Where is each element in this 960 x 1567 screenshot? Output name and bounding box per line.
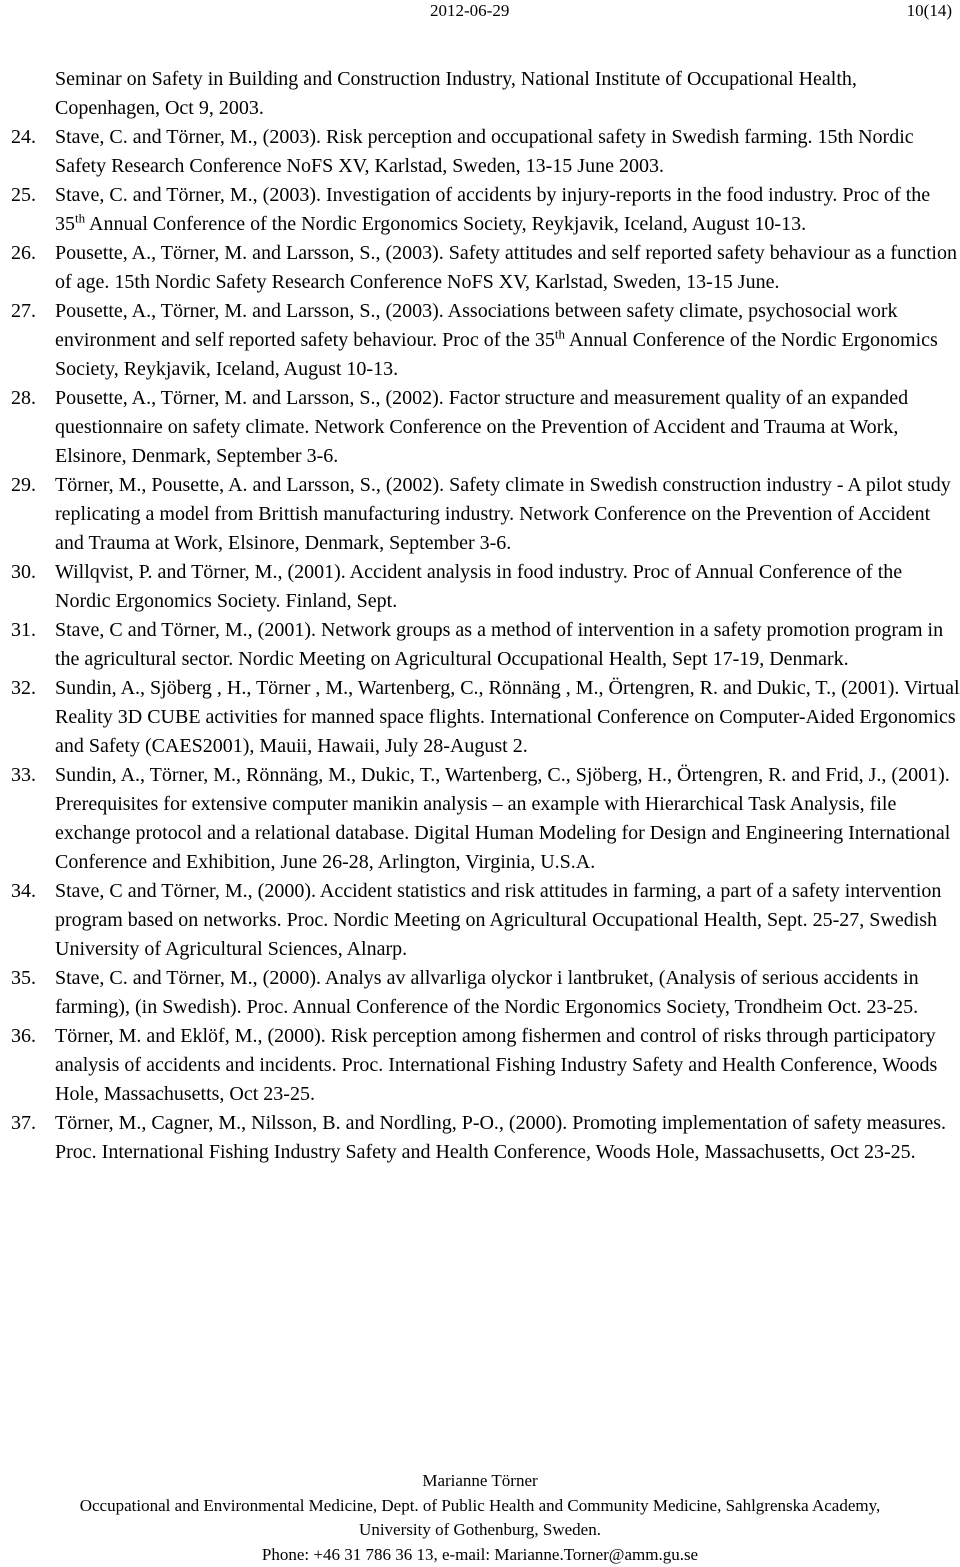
footer-author-name: Marianne Törner xyxy=(422,1471,538,1490)
reference-number: 27. xyxy=(11,300,36,322)
reference-item xyxy=(0,65,960,123)
reference-item xyxy=(0,123,960,181)
reference-item xyxy=(0,877,960,964)
reference-text: Pousette, A., Törner, M. and Larsson, S., (2002). Factor structure and measurement quality of an expanded questionnaire on safety climate. Network Conference on the Prevention of Accident and Trauma at Work, Elsinore, Denmark, September 3-6. xyxy=(55,387,909,467)
reference-text: Stave, C and Törner, M., (2001). Network groups as a method of intervention in a safety promotion program in the agricultural sector. Nordic Meeting on Agricultural Occupational Health, Sept 17-19, Denmark. xyxy=(55,619,944,670)
footer-contact: Phone: +46 31 786 36 13, e-mail: Marianne.Torner@amm.gu.se xyxy=(261,1544,699,1564)
reference-text: Stave, C. and Törner, M., (2003). Risk perception and occupational safety in Swedish farming. 15th Nordic Safety Research Conference NoFS XV, Karlstad, Sweden, 13-15 June 2003. xyxy=(55,126,914,177)
reference-item xyxy=(0,616,960,674)
reference-number: 32. xyxy=(11,677,36,699)
reference-item xyxy=(0,239,960,297)
reference-text: Stave, C. and Törner, M., (2003). Investigation of accidents by injury-reports in the food industry. Proc of the 35 xyxy=(55,184,931,235)
reference-number: 25. xyxy=(11,184,36,206)
reference-item xyxy=(0,674,960,761)
page-number: 10(14) xyxy=(906,1,952,20)
footer-university: University of Gothenburg, Sweden. xyxy=(359,1520,601,1539)
footer-department: Occupational and Environmental Medicine, Dept. of Public Health and Community Medicine, Sahlgrenska Academy, xyxy=(79,1495,881,1515)
reference-number: 26. xyxy=(11,242,36,264)
page-footer xyxy=(0,1469,960,1567)
reference-text: Törner, M. and Eklöf, M., (2000). Risk perception among fishermen and control of risks through participatory analysis of accidents and incidents. Proc. International Fishing Industry Safety and Health Conference, Woods Hole, Massachusetts, Oct 23-25. xyxy=(55,1025,938,1105)
reference-number: 24. xyxy=(11,126,36,148)
reference-number: 28. xyxy=(11,387,36,409)
reference-item xyxy=(0,181,960,239)
reference-number: 35. xyxy=(11,967,36,989)
reference-item xyxy=(0,297,960,384)
reference-number: 34. xyxy=(11,880,36,902)
reference-text: Pousette, A., Törner, M. and Larsson, S., (2003). Safety attitudes and self reported safety behaviour as a function of age. 15th Nordic Safety Research Conference NoFS XV, Karlstad, Sweden, 13-15 June. xyxy=(55,242,957,293)
reference-text: Stave, C and Törner, M., (2000). Accident statistics and risk attitudes in farming, a part of a safety intervention program based on networks. Proc. Nordic Meeting on Agricultural Occupational Health, Sept. 25-27, Swedish University of Agricultural Sciences, Alnarp. xyxy=(55,880,942,960)
reference-text: Pousette, A., Törner, M. and Larsson, S., (2003). Associations between safety climate, psychosocial work environment and self reported safety behaviour. Proc of the 35 xyxy=(55,300,898,351)
reference-item xyxy=(0,1109,960,1167)
reference-text: Seminar on Safety in Building and Construction Industry, National Institute of Occupational Health, Copenhagen, Oct 9, 2003. xyxy=(55,68,857,119)
ordinal-superscript: th xyxy=(554,326,565,342)
reference-text: Stave, C. and Törner, M., (2000). Analys av allvarliga olyckor i lantbruket, (Analysis of serious accidents in farming), (in Swedish). Proc. Annual Conference of the Nordic Ergonomics Society, Trondheim Oct. 23-25. xyxy=(55,967,919,1018)
reference-number: 33. xyxy=(11,764,36,786)
reference-text-continued: Annual Conference of the Nordic Ergonomics Society, Reykjavik, Iceland, August 10-13. xyxy=(55,329,938,380)
reference-number: 29. xyxy=(11,474,36,496)
ordinal-superscript: th xyxy=(75,210,86,226)
reference-number: 37. xyxy=(11,1112,36,1134)
reference-item xyxy=(0,761,960,877)
reference-item xyxy=(0,964,960,1022)
reference-item xyxy=(0,558,960,616)
reference-text: Willqvist, P. and Törner, M., (2001). Accident analysis in food industry. Proc of Annual Conference of the Nordic Ergonomics Society. Finland, Sept. xyxy=(55,561,903,612)
reference-text: Törner, M., Pousette, A. and Larsson, S., (2002). Safety climate in Swedish construction industry - A pilot study replicating a model from Brittish manufacturing industry. Network Conference on the Prevention of Accident and Trauma at Work, Elsinore, Denmark, September 3-6. xyxy=(55,474,951,554)
reference-item xyxy=(0,471,960,558)
reference-list xyxy=(0,65,960,1167)
reference-text: Sundin, A., Törner, M., Rönnäng, M., Dukic, T., Wartenberg, C., Sjöberg, H., Örtengren, R. and Frid, J., (2001). Prerequisites for extensive computer manikin analysis – an example with Hierarchical Task Analysis, file exchange protocol and a relational database. Digital Human Modeling for Design and Engineering International Conference and Exhibition, June 26-28, Arlington, Virginia, U.S.A. xyxy=(55,764,951,873)
reference-number: 31. xyxy=(11,619,36,641)
reference-text-continued: Annual Conference of the Nordic Ergonomics Society, Reykjavik, Iceland, August 10-13. xyxy=(85,213,807,235)
reference-text: Törner, M., Cagner, M., Nilsson, B. and Nordling, P-O., (2000). Promoting implementation of safety measures. Proc. International Fishing Industry Safety and Health Conference, Woods Hole, Massachusetts, Oct 23-25. xyxy=(55,1112,947,1163)
reference-number: 36. xyxy=(11,1025,36,1047)
reference-text: Sundin, A., Sjöberg , H., Törner , M., Wartenberg, C., Rönnäng , M., Örtengren, R. and Dukic, T., (2001). Virtual Reality 3D CUBE activities for manned space flights. International Conference on Computer-Aided Ergonomics and Safety (CAES2001), Mauii, Hawaii, July 28-August 2. xyxy=(55,677,960,757)
reference-item xyxy=(0,1022,960,1109)
reference-number: 30. xyxy=(11,561,36,583)
header-date: 2012-06-29 xyxy=(430,1,510,20)
reference-item xyxy=(0,384,960,471)
